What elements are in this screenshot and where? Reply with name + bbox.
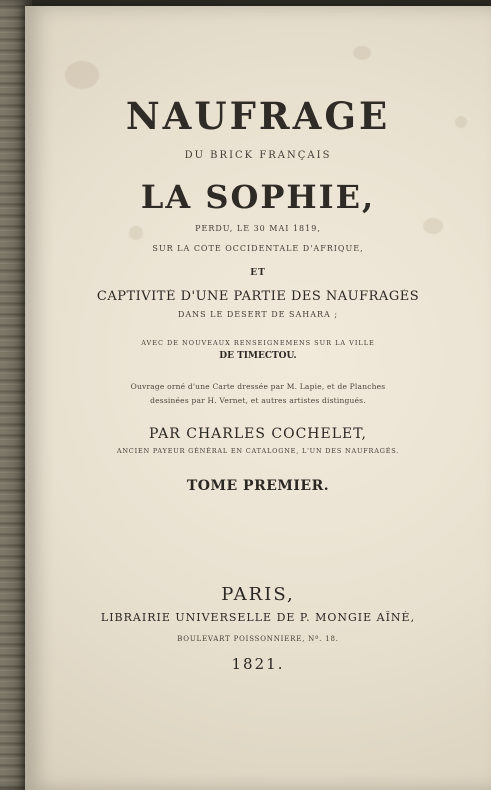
ship-name: LA SOPHIE, bbox=[140, 178, 376, 216]
paper-stain bbox=[353, 46, 371, 60]
conjunction-et: ET bbox=[250, 268, 266, 278]
date-line: PERDU, LE 30 MAI 1819, bbox=[195, 224, 321, 233]
tome-label: TOME PREMIER. bbox=[186, 478, 330, 494]
author-role: ANCIEN PAYEUR GÉNÉRAL EN CATALOGNE, L'UN DES NAUFRAGÉS. bbox=[116, 447, 400, 455]
publisher: LIBRAIRIE UNIVERSELLE DE P. MONGIE AÎNÉ, bbox=[100, 611, 416, 624]
desert-line: DANS LE DÉSERT DE SAHARA ; bbox=[177, 310, 339, 319]
captivity-line: CAPTIVITÉ D'UNE PARTIE DES NAUFRAGÉS bbox=[96, 289, 420, 304]
publication-city: PARIS, bbox=[221, 584, 295, 605]
paper-stain bbox=[65, 61, 99, 89]
subtitle: DU BRICK FRANÇAIS bbox=[184, 150, 332, 161]
ouvrage-line-2: dessinées par H. Vernet, et autres artistes distingués. bbox=[150, 396, 366, 405]
main-title: NAUFRAGE bbox=[125, 94, 391, 138]
coast-line: SUR LA CÔTE OCCIDENTALE D'AFRIQUE, bbox=[152, 244, 364, 253]
details-line-1: AVEC DE NOUVEAUX RENSEIGNEMENS SUR LA VILLE bbox=[141, 339, 375, 347]
title-page bbox=[25, 6, 491, 790]
author-line: PAR CHARLES COCHELET, bbox=[149, 426, 367, 442]
publication-year: 1821. bbox=[231, 655, 285, 673]
ouvrage-line-1: Ouvrage orné d'une Carte dressée par M. Lapie, et de Planches bbox=[130, 382, 386, 391]
publisher-address: BOULEVART POISSONNIÈRE, Nº. 18. bbox=[177, 635, 339, 643]
details-line-2: DE TIMECTOU. bbox=[219, 351, 297, 361]
